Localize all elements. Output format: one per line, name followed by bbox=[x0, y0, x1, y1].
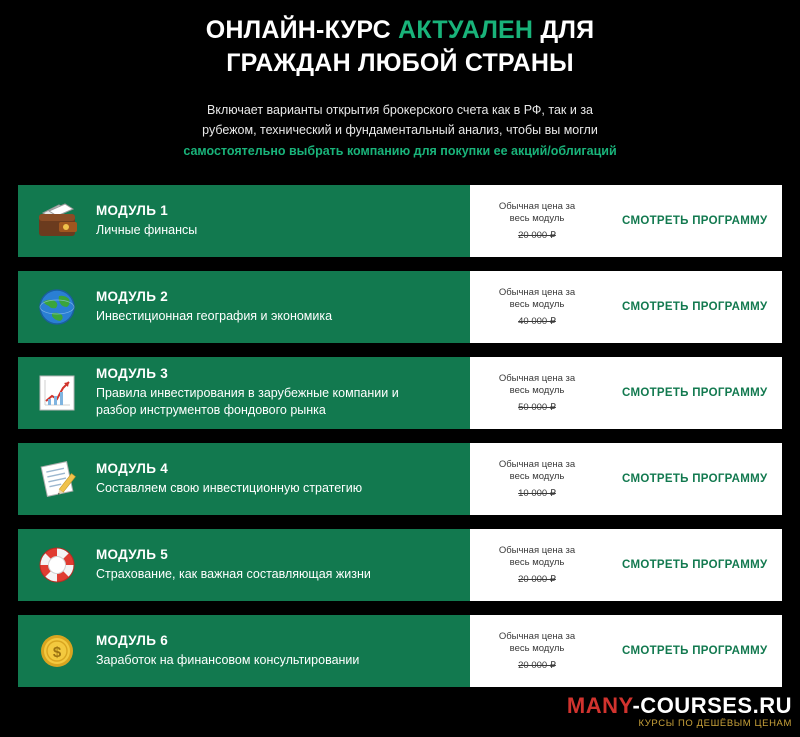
page-title-accent: АКТУАЛЕН bbox=[398, 16, 534, 44]
module-header-1 bbox=[18, 185, 470, 257]
module-cta[interactable] bbox=[580, 271, 782, 343]
watermark-subtitle: КУРСЫ ПО ДЕШЁВЫМ ЦЕНАМ bbox=[638, 718, 792, 730]
module-header-5 bbox=[18, 529, 470, 601]
view-program-link[interactable]: СМОТРЕТЬ ПРОГРАММУ bbox=[622, 300, 768, 313]
lifebuoy-icon bbox=[26, 534, 88, 596]
watermark-title-white: -COURSES.RU bbox=[632, 692, 792, 718]
module-text-1 bbox=[88, 203, 197, 239]
svg-text:$: $ bbox=[52, 643, 62, 661]
page-title-line2: ГРАЖДАН ЛЮБОЙ СТРАНЫ bbox=[226, 49, 574, 77]
module-row[interactable] bbox=[18, 357, 782, 429]
hero-subtitle-line2: рубежом, технический и фундаментальный анализ, чтобы вы могли bbox=[202, 123, 598, 138]
watermark bbox=[567, 694, 792, 729]
page-title bbox=[60, 14, 740, 80]
hero-subtitle-highlight: самостоятельно выбрать компанию для покупки ее акций/облигаций bbox=[183, 143, 617, 158]
module-price bbox=[470, 185, 580, 257]
price-label-line2: весь модуль bbox=[509, 471, 565, 483]
page-title-part1: ОНЛАЙН-КУРС bbox=[205, 16, 399, 44]
module-text-3 bbox=[88, 366, 426, 420]
price-label-line1: Обычная цена за bbox=[498, 630, 576, 642]
old-price: 20 000 ₽ bbox=[518, 659, 556, 671]
modules-list bbox=[18, 185, 782, 687]
price-label-line2: весь модуль bbox=[509, 213, 565, 225]
module-header-3 bbox=[18, 357, 470, 429]
module-title: Правила инвестирования в зарубежные компании и разбор инструментов фондового рынка bbox=[96, 386, 399, 418]
price-label-line1: Обычная цена за bbox=[498, 458, 576, 470]
module-text-5 bbox=[88, 547, 371, 583]
view-program-link[interactable]: СМОТРЕТЬ ПРОГРАММУ bbox=[622, 558, 768, 571]
old-price: 20 000 ₽ bbox=[518, 573, 556, 585]
view-program-link[interactable]: СМОТРЕТЬ ПРОГРАММУ bbox=[622, 214, 768, 227]
view-program-link[interactable]: СМОТРЕТЬ ПРОГРАММУ bbox=[622, 386, 768, 399]
module-title: Инвестиционная география и экономика bbox=[96, 308, 333, 323]
view-program-link[interactable]: СМОТРЕТЬ ПРОГРАММУ bbox=[622, 644, 768, 657]
view-program-link[interactable]: СМОТРЕТЬ ПРОГРАММУ bbox=[622, 472, 768, 485]
module-number: МОДУЛЬ 4 bbox=[96, 460, 169, 476]
module-row[interactable] bbox=[18, 443, 782, 515]
module-row[interactable] bbox=[18, 271, 782, 343]
module-number: МОДУЛЬ 6 bbox=[96, 632, 169, 648]
module-cta[interactable] bbox=[580, 443, 782, 515]
hero-section bbox=[0, 0, 800, 161]
module-header-6 bbox=[18, 615, 470, 687]
module-title: Личные финансы bbox=[96, 222, 198, 237]
module-number: МОДУЛЬ 1 bbox=[96, 202, 169, 218]
module-price bbox=[470, 357, 580, 429]
module-row[interactable] bbox=[18, 185, 782, 257]
module-cta[interactable] bbox=[580, 357, 782, 429]
price-label-line2: весь модуль bbox=[509, 299, 565, 311]
module-row[interactable] bbox=[18, 529, 782, 601]
module-text-4 bbox=[88, 461, 362, 497]
page-title-part2: ДЛЯ bbox=[533, 16, 595, 44]
price-label-line2: весь модуль bbox=[509, 643, 565, 655]
module-number: МОДУЛЬ 2 bbox=[96, 288, 169, 304]
watermark-title-red: MANY bbox=[566, 692, 633, 718]
module-price bbox=[470, 443, 580, 515]
old-price: 50 000 ₽ bbox=[518, 401, 556, 413]
globe-icon bbox=[26, 276, 88, 338]
module-title: Составляем свою инвестиционную стратегию bbox=[96, 480, 363, 495]
module-price bbox=[470, 529, 580, 601]
module-header-4 bbox=[18, 443, 470, 515]
price-label-line1: Обычная цена за bbox=[498, 286, 576, 298]
module-cta[interactable] bbox=[580, 185, 782, 257]
price-label-line2: весь модуль bbox=[509, 557, 565, 569]
old-price: 10 000 ₽ bbox=[518, 487, 556, 499]
module-title: Страхование, как важная составляющая жизни bbox=[96, 566, 371, 581]
hero-subtitle bbox=[160, 100, 640, 161]
coin-icon bbox=[26, 620, 88, 682]
module-text-2 bbox=[88, 289, 332, 325]
old-price: 20 000 ₽ bbox=[518, 229, 556, 241]
module-text-6 bbox=[88, 633, 359, 669]
hero-subtitle-line1: Включает варианты открытия брокерского счета как в РФ, так и за bbox=[207, 103, 593, 117]
wallet-icon bbox=[26, 190, 88, 252]
module-cta[interactable] bbox=[580, 615, 782, 687]
price-label-line1: Обычная цена за bbox=[498, 372, 576, 384]
module-number: МОДУЛЬ 5 bbox=[96, 546, 169, 562]
module-row[interactable] bbox=[18, 615, 782, 687]
module-price bbox=[470, 615, 580, 687]
module-header-2 bbox=[18, 271, 470, 343]
module-cta[interactable] bbox=[580, 529, 782, 601]
old-price: 40 000 ₽ bbox=[518, 315, 556, 327]
chart-icon bbox=[26, 362, 88, 424]
price-label-line2: весь модуль bbox=[509, 385, 565, 397]
price-label-line1: Обычная цена за bbox=[498, 544, 576, 556]
document-pencil-icon bbox=[26, 448, 88, 510]
price-label-line1: Обычная цена за bbox=[498, 200, 576, 212]
module-price bbox=[470, 271, 580, 343]
module-number: МОДУЛЬ 3 bbox=[96, 366, 169, 381]
watermark-title bbox=[567, 694, 792, 717]
module-title: Заработок на финансовом консультировании bbox=[96, 652, 360, 667]
